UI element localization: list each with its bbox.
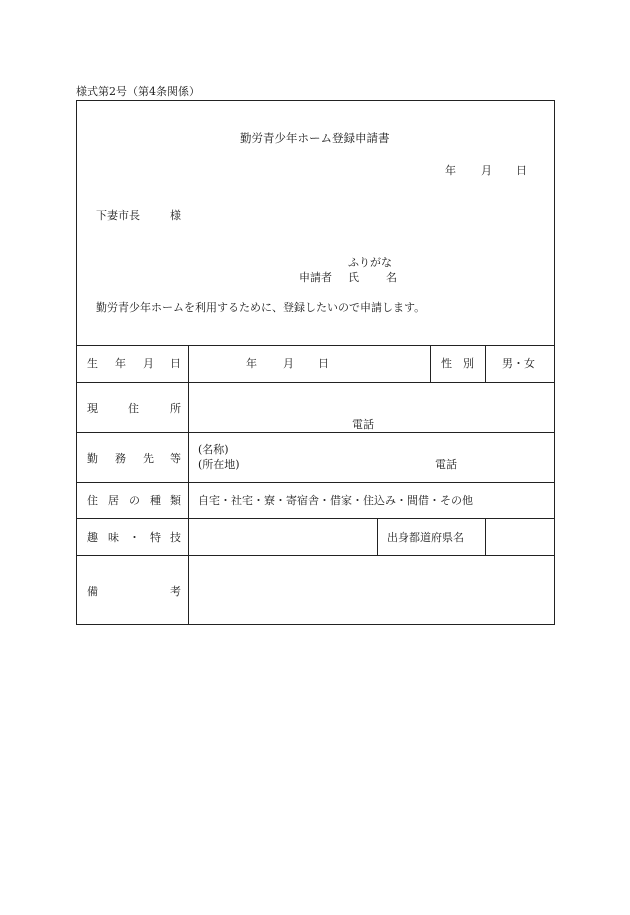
addressee-name: 下妻市長 xyxy=(96,209,140,222)
workplace-phone-label: 電話 xyxy=(435,458,457,471)
divider-header xyxy=(76,345,555,346)
applicant-name-char-2: 名 xyxy=(386,271,397,284)
hobby-label-5: 技 xyxy=(170,531,181,544)
date-day: 日 xyxy=(516,164,527,177)
housing-label-3: の xyxy=(129,494,140,507)
workplace-location-label: (所在地) xyxy=(198,458,240,471)
date-year: 年 xyxy=(445,164,456,177)
workplace-label-2: 務 xyxy=(115,452,126,465)
housing-options: 自宅・社宅・寮・寄宿舎・借家・住込み・間借・その他 xyxy=(198,494,473,507)
address-label-1: 現 xyxy=(87,402,98,415)
date-month: 月 xyxy=(481,164,492,177)
birth-label-4: 日 xyxy=(170,357,181,370)
address-label-3: 所 xyxy=(170,402,181,415)
hobby-label-1: 趣 xyxy=(87,531,98,544)
applicant-label: 申請者 xyxy=(299,271,332,284)
birth-month: 月 xyxy=(283,357,294,370)
birth-label-3: 月 xyxy=(143,357,154,370)
hometown-label: 出身都道府県名 xyxy=(387,531,464,544)
hobby-label-4: 特 xyxy=(150,531,161,544)
label-column-divider xyxy=(188,345,189,625)
divider-workplace xyxy=(76,482,555,483)
hometown-divider-right xyxy=(485,518,486,555)
sex-label-1: 性 xyxy=(441,357,452,370)
address-phone-label: 電話 xyxy=(352,418,374,431)
form-title: 勤労青少年ホーム登録申請書 xyxy=(240,131,390,145)
remarks-label-2: 考 xyxy=(170,585,181,598)
remarks-label-1: 備 xyxy=(87,585,98,598)
housing-label-4: 種 xyxy=(150,494,161,507)
hobby-label-2: 味 xyxy=(108,531,119,544)
divider-housing xyxy=(76,518,555,519)
birth-day: 日 xyxy=(318,357,329,370)
form-number: 様式第2号（第4条関係） xyxy=(76,85,200,98)
workplace-label-1: 勤 xyxy=(87,452,98,465)
workplace-label-4: 等 xyxy=(170,452,181,465)
applicant-name-char-1: 氏 xyxy=(348,271,359,284)
sex-options: 男・女 xyxy=(502,357,535,370)
housing-label-2: 居 xyxy=(108,494,119,507)
applicant-furigana: ふりがな xyxy=(348,256,392,269)
housing-label-1: 住 xyxy=(87,494,98,507)
workplace-label-3: 先 xyxy=(143,452,154,465)
addressee-honorific: 様 xyxy=(170,209,181,222)
birth-label-1: 生 xyxy=(87,357,98,370)
birth-year: 年 xyxy=(246,357,257,370)
housing-label-5: 類 xyxy=(170,494,181,507)
birth-label-2: 年 xyxy=(115,357,126,370)
divider-hobby xyxy=(76,555,555,556)
hobby-label-3: ・ xyxy=(129,531,140,544)
sex-label-2: 別 xyxy=(463,357,474,370)
statement: 勤労青少年ホームを利用するために、登録したいので申請します。 xyxy=(96,301,426,314)
divider-birth xyxy=(76,382,555,383)
hometown-divider-left xyxy=(377,518,378,555)
workplace-name-label: (名称) xyxy=(198,443,229,456)
address-label-2: 住 xyxy=(128,402,139,415)
divider-address xyxy=(76,432,555,433)
sex-label-divider-left xyxy=(430,345,431,382)
sex-label-divider-right xyxy=(485,345,486,382)
